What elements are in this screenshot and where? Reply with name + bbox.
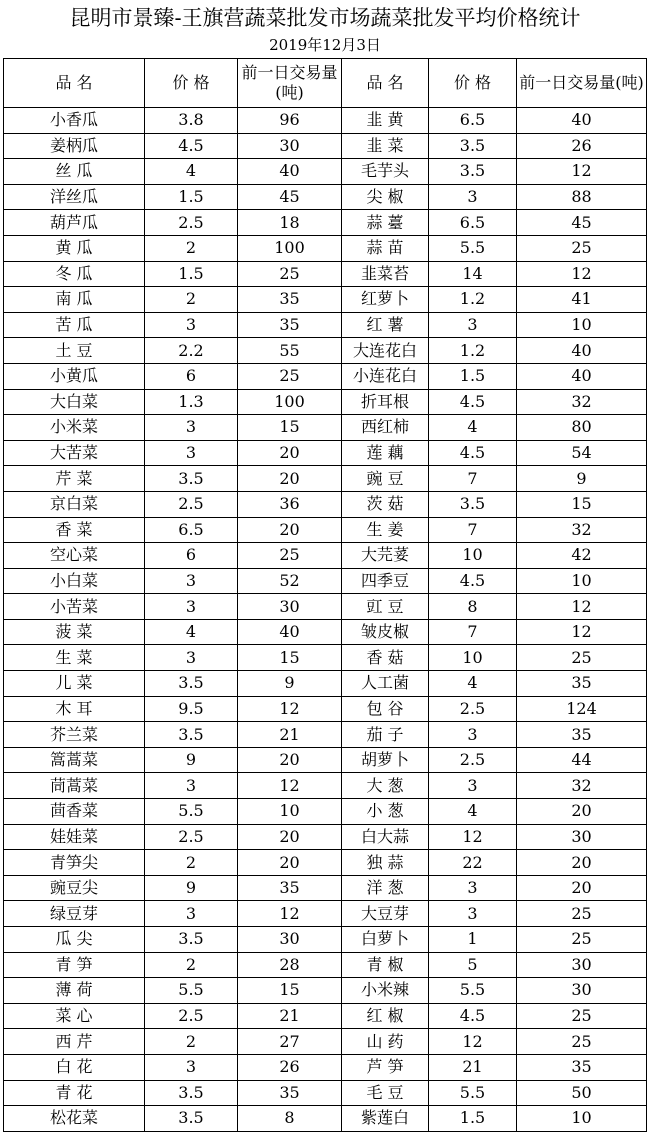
cell-price-right: 3.5 bbox=[429, 491, 517, 517]
table-row bbox=[4, 210, 647, 236]
cell-volume-left: 20 bbox=[238, 747, 342, 773]
cell-volume-right: 20 bbox=[517, 799, 647, 825]
table-row bbox=[4, 1054, 647, 1080]
cell-name-right: 红 薯 bbox=[342, 312, 429, 338]
cell-volume-left: 20 bbox=[238, 466, 342, 492]
table-row bbox=[4, 901, 647, 927]
cell-price-left: 4 bbox=[145, 159, 238, 185]
cell-name-right: 白大蒜 bbox=[342, 824, 429, 850]
table-row bbox=[4, 1029, 647, 1055]
cell-price-left: 1.5 bbox=[145, 261, 238, 287]
cell-price-right: 4 bbox=[429, 671, 517, 697]
cell-name-left: 绿豆芽 bbox=[4, 901, 145, 927]
cell-price-left: 2.5 bbox=[145, 210, 238, 236]
cell-volume-right: 12 bbox=[517, 619, 647, 645]
cell-name-right: 毛芋头 bbox=[342, 159, 429, 185]
cell-name-right: 豌 豆 bbox=[342, 466, 429, 492]
table-row bbox=[4, 927, 647, 953]
cell-volume-right: 30 bbox=[517, 952, 647, 978]
cell-name-left: 松花菜 bbox=[4, 1106, 145, 1132]
cell-volume-right: 25 bbox=[517, 1003, 647, 1029]
table-row bbox=[4, 978, 647, 1004]
cell-price-right: 6.5 bbox=[429, 108, 517, 134]
cell-volume-right: 25 bbox=[517, 645, 647, 671]
table-row bbox=[4, 543, 647, 569]
cell-price-right: 4.5 bbox=[429, 1003, 517, 1029]
cell-volume-left: 18 bbox=[238, 210, 342, 236]
cell-price-right: 3.5 bbox=[429, 133, 517, 159]
cell-name-right: 小 葱 bbox=[342, 799, 429, 825]
cell-price-right: 10 bbox=[429, 543, 517, 569]
cell-volume-right: 15 bbox=[517, 491, 647, 517]
cell-name-right: 大连花白 bbox=[342, 338, 429, 364]
table-row bbox=[4, 338, 647, 364]
cell-name-right: 白萝卜 bbox=[342, 927, 429, 953]
cell-price-right: 1.5 bbox=[429, 363, 517, 389]
cell-price-right: 5.5 bbox=[429, 1080, 517, 1106]
cell-volume-left: 12 bbox=[238, 901, 342, 927]
table-row bbox=[4, 850, 647, 876]
cell-price-right: 6.5 bbox=[429, 210, 517, 236]
cell-name-left: 白 花 bbox=[4, 1054, 145, 1080]
cell-price-right: 3 bbox=[429, 184, 517, 210]
cell-price-left: 3.8 bbox=[145, 108, 238, 134]
cell-volume-left: 35 bbox=[238, 312, 342, 338]
cell-volume-left: 9 bbox=[238, 671, 342, 697]
cell-price-right: 1.2 bbox=[429, 287, 517, 313]
table-row bbox=[4, 491, 647, 517]
cell-name-left: 大苦菜 bbox=[4, 440, 145, 466]
header-price-left: 价 格 bbox=[145, 59, 238, 108]
cell-name-left: 香 菜 bbox=[4, 517, 145, 543]
table-row bbox=[4, 159, 647, 185]
table-row bbox=[4, 952, 647, 978]
cell-volume-right: 88 bbox=[517, 184, 647, 210]
cell-name-left: 西 芹 bbox=[4, 1029, 145, 1055]
table-row bbox=[4, 799, 647, 825]
cell-name-right: 尖 椒 bbox=[342, 184, 429, 210]
cell-volume-left: 26 bbox=[238, 1054, 342, 1080]
cell-price-right: 5.5 bbox=[429, 235, 517, 261]
cell-price-right: 4.5 bbox=[429, 440, 517, 466]
header-volume-left: 前一日交易量(吨) bbox=[238, 59, 342, 108]
table-row bbox=[4, 184, 647, 210]
cell-name-left: 小香瓜 bbox=[4, 108, 145, 134]
cell-volume-right: 25 bbox=[517, 901, 647, 927]
cell-price-right: 4.5 bbox=[429, 568, 517, 594]
cell-volume-left: 15 bbox=[238, 978, 342, 1004]
cell-name-right: 大豆芽 bbox=[342, 901, 429, 927]
cell-price-right: 3 bbox=[429, 722, 517, 748]
cell-name-left: 菜 心 bbox=[4, 1003, 145, 1029]
cell-volume-right: 42 bbox=[517, 543, 647, 569]
cell-name-left: 娃娃菜 bbox=[4, 824, 145, 850]
cell-price-left: 1.5 bbox=[145, 184, 238, 210]
cell-volume-left: 20 bbox=[238, 850, 342, 876]
cell-volume-right: 40 bbox=[517, 338, 647, 364]
cell-volume-left: 21 bbox=[238, 1003, 342, 1029]
table-row bbox=[4, 466, 647, 492]
cell-price-left: 1.3 bbox=[145, 389, 238, 415]
header-name-left: 品 名 bbox=[4, 59, 145, 108]
cell-price-right: 7 bbox=[429, 466, 517, 492]
table-row bbox=[4, 517, 647, 543]
cell-volume-left: 30 bbox=[238, 927, 342, 953]
header-name-right: 品 名 bbox=[342, 59, 429, 108]
cell-name-left: 大白菜 bbox=[4, 389, 145, 415]
cell-price-left: 3 bbox=[145, 901, 238, 927]
cell-volume-right: 30 bbox=[517, 824, 647, 850]
cell-price-right: 22 bbox=[429, 850, 517, 876]
cell-name-right: 茨 菇 bbox=[342, 491, 429, 517]
cell-volume-left: 55 bbox=[238, 338, 342, 364]
cell-price-right: 12 bbox=[429, 1029, 517, 1055]
cell-name-right: 莲 藕 bbox=[342, 440, 429, 466]
cell-price-left: 9 bbox=[145, 875, 238, 901]
cell-name-right: 皱皮椒 bbox=[342, 619, 429, 645]
cell-name-left: 黄 瓜 bbox=[4, 235, 145, 261]
cell-name-left: 京白菜 bbox=[4, 491, 145, 517]
cell-price-right: 3 bbox=[429, 901, 517, 927]
table-row bbox=[4, 287, 647, 313]
cell-price-right: 7 bbox=[429, 517, 517, 543]
cell-price-right: 10 bbox=[429, 645, 517, 671]
cell-name-right: 人工菌 bbox=[342, 671, 429, 697]
cell-volume-right: 20 bbox=[517, 875, 647, 901]
table-row bbox=[4, 875, 647, 901]
cell-volume-left: 40 bbox=[238, 619, 342, 645]
cell-volume-left: 15 bbox=[238, 415, 342, 441]
cell-volume-left: 8 bbox=[238, 1106, 342, 1132]
cell-name-right: 蒜 薹 bbox=[342, 210, 429, 236]
cell-price-left: 3 bbox=[145, 645, 238, 671]
cell-volume-right: 40 bbox=[517, 363, 647, 389]
cell-name-left: 茼蒿菜 bbox=[4, 773, 145, 799]
cell-name-left: 空心菜 bbox=[4, 543, 145, 569]
cell-price-left: 3 bbox=[145, 773, 238, 799]
cell-price-left: 5.5 bbox=[145, 978, 238, 1004]
table-body bbox=[4, 108, 647, 1132]
cell-volume-left: 20 bbox=[238, 440, 342, 466]
cell-volume-right: 80 bbox=[517, 415, 647, 441]
cell-price-right: 5 bbox=[429, 952, 517, 978]
table-row bbox=[4, 261, 647, 287]
cell-price-left: 3.5 bbox=[145, 671, 238, 697]
cell-price-right: 3 bbox=[429, 773, 517, 799]
table-row bbox=[4, 671, 647, 697]
cell-volume-right: 10 bbox=[517, 1106, 647, 1132]
price-table bbox=[3, 58, 647, 1132]
table-row bbox=[4, 415, 647, 441]
cell-name-right: 包 谷 bbox=[342, 696, 429, 722]
cell-name-right: 生 姜 bbox=[342, 517, 429, 543]
cell-volume-left: 35 bbox=[238, 875, 342, 901]
cell-volume-left: 96 bbox=[238, 108, 342, 134]
cell-price-right: 3 bbox=[429, 875, 517, 901]
cell-volume-left: 20 bbox=[238, 517, 342, 543]
cell-volume-left: 25 bbox=[238, 261, 342, 287]
table-row bbox=[4, 389, 647, 415]
cell-name-left: 芹 菜 bbox=[4, 466, 145, 492]
cell-volume-left: 30 bbox=[238, 133, 342, 159]
cell-name-left: 薄 荷 bbox=[4, 978, 145, 1004]
cell-name-left: 青 花 bbox=[4, 1080, 145, 1106]
cell-price-right: 2.5 bbox=[429, 747, 517, 773]
cell-name-right: 韭 黄 bbox=[342, 108, 429, 134]
table-row bbox=[4, 747, 647, 773]
table-row bbox=[4, 645, 647, 671]
cell-name-right: 红 椒 bbox=[342, 1003, 429, 1029]
cell-volume-left: 25 bbox=[238, 543, 342, 569]
cell-price-right: 21 bbox=[429, 1054, 517, 1080]
cell-price-left: 3 bbox=[145, 594, 238, 620]
cell-volume-left: 100 bbox=[238, 235, 342, 261]
cell-name-right: 西红柿 bbox=[342, 415, 429, 441]
cell-volume-right: 35 bbox=[517, 722, 647, 748]
cell-price-left: 3 bbox=[145, 1054, 238, 1080]
cell-name-right: 小米辣 bbox=[342, 978, 429, 1004]
table-row bbox=[4, 1003, 647, 1029]
cell-volume-right: 50 bbox=[517, 1080, 647, 1106]
cell-volume-left: 35 bbox=[238, 287, 342, 313]
cell-price-right: 2.5 bbox=[429, 696, 517, 722]
cell-price-left: 3.5 bbox=[145, 1080, 238, 1106]
cell-name-right: 四季豆 bbox=[342, 568, 429, 594]
cell-volume-left: 21 bbox=[238, 722, 342, 748]
cell-volume-left: 12 bbox=[238, 773, 342, 799]
cell-volume-right: 35 bbox=[517, 671, 647, 697]
cell-name-left: 丝 瓜 bbox=[4, 159, 145, 185]
cell-name-left: 茴香菜 bbox=[4, 799, 145, 825]
cell-name-left: 小米菜 bbox=[4, 415, 145, 441]
cell-name-left: 青 笋 bbox=[4, 952, 145, 978]
table-row bbox=[4, 594, 647, 620]
cell-price-left: 4.5 bbox=[145, 133, 238, 159]
cell-name-right: 香 菇 bbox=[342, 645, 429, 671]
cell-volume-right: 12 bbox=[517, 159, 647, 185]
cell-price-right: 3 bbox=[429, 312, 517, 338]
cell-volume-left: 25 bbox=[238, 363, 342, 389]
cell-volume-right: 35 bbox=[517, 1054, 647, 1080]
cell-price-left: 2.5 bbox=[145, 824, 238, 850]
cell-name-right: 紫莲白 bbox=[342, 1106, 429, 1132]
table-row bbox=[4, 235, 647, 261]
cell-volume-right: 32 bbox=[517, 773, 647, 799]
cell-volume-left: 10 bbox=[238, 799, 342, 825]
table-row bbox=[4, 824, 647, 850]
cell-volume-right: 32 bbox=[517, 517, 647, 543]
cell-volume-left: 27 bbox=[238, 1029, 342, 1055]
cell-name-left: 芥兰菜 bbox=[4, 722, 145, 748]
cell-name-right: 韭菜苔 bbox=[342, 261, 429, 287]
cell-price-right: 1.5 bbox=[429, 1106, 517, 1132]
cell-name-right: 洋 葱 bbox=[342, 875, 429, 901]
cell-name-right: 蒜 苗 bbox=[342, 235, 429, 261]
header-volume-right: 前一日交易量(吨) bbox=[517, 59, 647, 108]
table-row bbox=[4, 619, 647, 645]
cell-volume-right: 9 bbox=[517, 466, 647, 492]
cell-name-left: 木 耳 bbox=[4, 696, 145, 722]
table-row bbox=[4, 440, 647, 466]
cell-price-left: 3.5 bbox=[145, 466, 238, 492]
cell-name-right: 韭 菜 bbox=[342, 133, 429, 159]
cell-name-left: 瓜 尖 bbox=[4, 927, 145, 953]
cell-name-left: 青笋尖 bbox=[4, 850, 145, 876]
cell-volume-right: 12 bbox=[517, 261, 647, 287]
table-row bbox=[4, 1080, 647, 1106]
cell-volume-right: 54 bbox=[517, 440, 647, 466]
cell-volume-right: 12 bbox=[517, 594, 647, 620]
cell-volume-right: 10 bbox=[517, 568, 647, 594]
table-row bbox=[4, 108, 647, 134]
cell-price-left: 3 bbox=[145, 415, 238, 441]
cell-price-left: 2.2 bbox=[145, 338, 238, 364]
cell-volume-left: 20 bbox=[238, 824, 342, 850]
cell-volume-right: 40 bbox=[517, 108, 647, 134]
cell-name-left: 冬 瓜 bbox=[4, 261, 145, 287]
cell-volume-right: 45 bbox=[517, 210, 647, 236]
cell-price-right: 1 bbox=[429, 927, 517, 953]
table-row bbox=[4, 773, 647, 799]
cell-volume-right: 44 bbox=[517, 747, 647, 773]
cell-volume-left: 36 bbox=[238, 491, 342, 517]
cell-name-right: 胡萝卜 bbox=[342, 747, 429, 773]
cell-name-right: 山 药 bbox=[342, 1029, 429, 1055]
cell-name-left: 小苦菜 bbox=[4, 594, 145, 620]
cell-price-right: 1.2 bbox=[429, 338, 517, 364]
cell-name-right: 折耳根 bbox=[342, 389, 429, 415]
cell-price-left: 6.5 bbox=[145, 517, 238, 543]
cell-volume-right: 30 bbox=[517, 978, 647, 1004]
cell-volume-right: 25 bbox=[517, 235, 647, 261]
cell-name-left: 小黄瓜 bbox=[4, 363, 145, 389]
cell-price-left: 4 bbox=[145, 619, 238, 645]
table-row bbox=[4, 133, 647, 159]
cell-price-left: 2.5 bbox=[145, 1003, 238, 1029]
cell-name-right: 红萝卜 bbox=[342, 287, 429, 313]
cell-price-left: 3 bbox=[145, 440, 238, 466]
table-row bbox=[4, 722, 647, 748]
cell-volume-left: 12 bbox=[238, 696, 342, 722]
cell-price-left: 3 bbox=[145, 568, 238, 594]
cell-price-left: 2 bbox=[145, 287, 238, 313]
cell-price-left: 9 bbox=[145, 747, 238, 773]
cell-price-right: 4 bbox=[429, 415, 517, 441]
table-row bbox=[4, 1106, 647, 1132]
cell-volume-right: 10 bbox=[517, 312, 647, 338]
header-price-right: 价 格 bbox=[429, 59, 517, 108]
cell-volume-right: 32 bbox=[517, 389, 647, 415]
cell-volume-left: 40 bbox=[238, 159, 342, 185]
cell-name-left: 南 瓜 bbox=[4, 287, 145, 313]
cell-volume-left: 28 bbox=[238, 952, 342, 978]
cell-name-left: 洋丝瓜 bbox=[4, 184, 145, 210]
cell-price-right: 12 bbox=[429, 824, 517, 850]
cell-volume-right: 25 bbox=[517, 927, 647, 953]
cell-name-right: 毛 豆 bbox=[342, 1080, 429, 1106]
cell-price-left: 3 bbox=[145, 312, 238, 338]
cell-volume-right: 25 bbox=[517, 1029, 647, 1055]
cell-volume-right: 26 bbox=[517, 133, 647, 159]
cell-name-left: 篙蒿菜 bbox=[4, 747, 145, 773]
cell-name-right: 大芫荽 bbox=[342, 543, 429, 569]
cell-volume-left: 30 bbox=[238, 594, 342, 620]
table-row bbox=[4, 312, 647, 338]
cell-volume-left: 52 bbox=[238, 568, 342, 594]
cell-price-left: 5.5 bbox=[145, 799, 238, 825]
cell-name-left: 苦 瓜 bbox=[4, 312, 145, 338]
table-row bbox=[4, 363, 647, 389]
cell-price-right: 5.5 bbox=[429, 978, 517, 1004]
cell-name-left: 豌豆尖 bbox=[4, 875, 145, 901]
cell-price-left: 3.5 bbox=[145, 1106, 238, 1132]
cell-price-right: 7 bbox=[429, 619, 517, 645]
cell-price-left: 2 bbox=[145, 850, 238, 876]
table-row bbox=[4, 568, 647, 594]
cell-name-left: 儿 菜 bbox=[4, 671, 145, 697]
cell-price-left: 6 bbox=[145, 543, 238, 569]
cell-name-right: 茄 子 bbox=[342, 722, 429, 748]
cell-volume-left: 45 bbox=[238, 184, 342, 210]
cell-name-right: 独 蒜 bbox=[342, 850, 429, 876]
cell-price-left: 3.5 bbox=[145, 927, 238, 953]
cell-price-left: 2 bbox=[145, 235, 238, 261]
cell-price-right: 3.5 bbox=[429, 159, 517, 185]
cell-price-left: 9.5 bbox=[145, 696, 238, 722]
cell-name-left: 生 菜 bbox=[4, 645, 145, 671]
cell-price-left: 2 bbox=[145, 952, 238, 978]
cell-volume-right: 20 bbox=[517, 850, 647, 876]
cell-volume-left: 100 bbox=[238, 389, 342, 415]
cell-price-right: 14 bbox=[429, 261, 517, 287]
cell-name-right: 豇 豆 bbox=[342, 594, 429, 620]
cell-name-left: 姜柄瓜 bbox=[4, 133, 145, 159]
cell-price-left: 3.5 bbox=[145, 722, 238, 748]
cell-price-right: 4 bbox=[429, 799, 517, 825]
cell-volume-left: 35 bbox=[238, 1080, 342, 1106]
cell-price-left: 6 bbox=[145, 363, 238, 389]
cell-name-right: 芦 笋 bbox=[342, 1054, 429, 1080]
cell-name-left: 葫芦瓜 bbox=[4, 210, 145, 236]
cell-name-right: 大 葱 bbox=[342, 773, 429, 799]
cell-volume-right: 124 bbox=[517, 696, 647, 722]
cell-name-right: 青 椒 bbox=[342, 952, 429, 978]
cell-name-left: 菠 菜 bbox=[4, 619, 145, 645]
cell-name-right: 小连花白 bbox=[342, 363, 429, 389]
cell-price-left: 2.5 bbox=[145, 491, 238, 517]
page-title: 昆明市景臻-王旗营蔬菜批发市场蔬菜批发平均价格统计 bbox=[69, 6, 581, 30]
cell-price-right: 4.5 bbox=[429, 389, 517, 415]
cell-volume-left: 15 bbox=[238, 645, 342, 671]
table-row bbox=[4, 696, 647, 722]
cell-price-right: 8 bbox=[429, 594, 517, 620]
cell-name-left: 土 豆 bbox=[4, 338, 145, 364]
table-header-row bbox=[4, 59, 647, 108]
cell-name-left: 小白菜 bbox=[4, 568, 145, 594]
cell-price-left: 2 bbox=[145, 1029, 238, 1055]
report-date: 2019年12月3日 bbox=[269, 36, 381, 54]
cell-volume-right: 41 bbox=[517, 287, 647, 313]
